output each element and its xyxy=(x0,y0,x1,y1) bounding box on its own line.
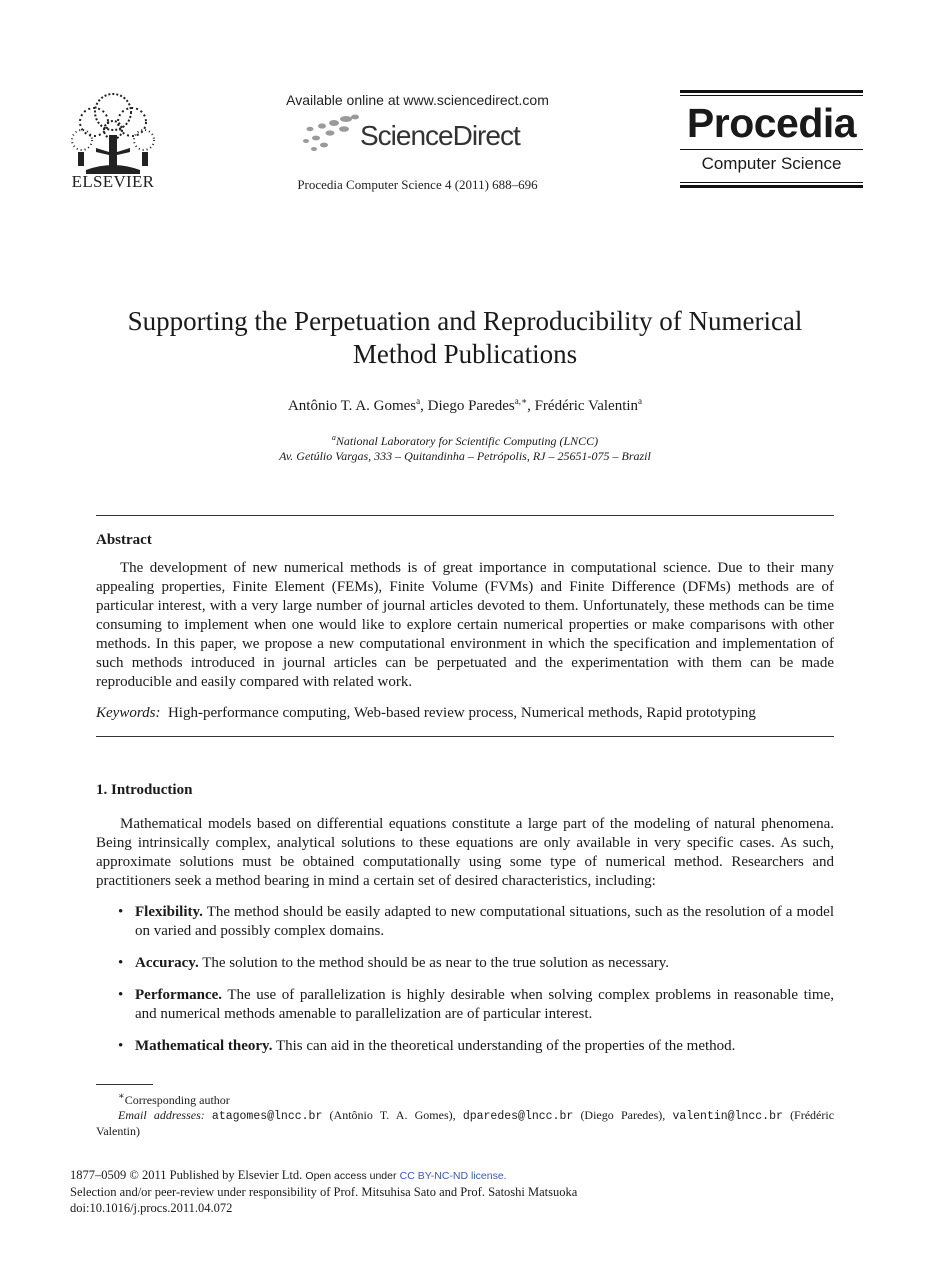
author-name: Antônio T. A. Gomes xyxy=(287,398,417,414)
abstract-bottom-rule xyxy=(96,736,834,737)
title-line-1: Supporting the Perpetuation and Reproducibility of Numerical xyxy=(127,306,803,336)
sciencedirect-dots-icon xyxy=(300,113,362,153)
abstract-top-rule xyxy=(96,515,834,516)
bullet-text: The method should be easily adapted to new computational situations, such as the resolution of a model on varied and possibly complex domains. xyxy=(135,904,834,939)
sciencedirect-wordmark: ScienceDirect xyxy=(360,120,520,151)
copyright-text: 1877–0509 © 2011 Published by Elsevier Ltd. xyxy=(70,1168,303,1182)
corresponding-author-note: Corresponding author xyxy=(124,1093,230,1107)
review-statement: Selection and/or peer-review under responsibility of Prof. Mitsuhisa Sato and Prof. Satoshi Matsuoka xyxy=(70,1185,578,1199)
list-item xyxy=(96,986,834,1024)
abstract-heading: Abstract xyxy=(96,532,152,548)
bullet-icon: • xyxy=(118,1038,124,1054)
footnote-mark: ∗ xyxy=(118,1091,125,1102)
keywords xyxy=(96,704,834,723)
email-label: Email addresses: xyxy=(118,1108,205,1122)
list-item xyxy=(96,903,834,941)
email-link[interactable]: dparedes@lncc.br xyxy=(462,1110,574,1123)
bullet-term: Performance. xyxy=(135,987,223,1003)
keywords-list: High-performance computing, Web-based review process, Numerical methods, Rapid prototyping xyxy=(167,705,756,721)
email-link[interactable]: valentin@lncc.br xyxy=(672,1110,783,1123)
introduction-paragraph: Mathematical models based on differential equations constitute a large part of the modeling of natural phenomena. Being intrinsically complex, analytical solutions to these equations are only available in very specific cases. As such, approximate solutions must be obtained computationally using some type of numerical method. Researchers and practitioners seek a method bearing in mind a certain set of desired characteristics, including: xyxy=(96,816,834,889)
elsevier-wordmark: ELSEVIER xyxy=(71,172,155,191)
bullet-term: Flexibility. xyxy=(135,904,203,920)
affiliation-address: Av. Getúlio Vargas, 333 – Quitandinha – Petrópolis, RJ – 25651-075 – Brazil xyxy=(279,449,651,463)
author-name: Frédéric Valentin xyxy=(534,398,639,414)
doi[interactable]: doi:10.1016/j.procs.2011.04.072 xyxy=(70,1201,233,1215)
affiliation-name: National Laboratory for Scientific Computing (LNCC) xyxy=(335,434,599,448)
available-online-text[interactable]: Available online at www.sciencedirect.com xyxy=(286,92,549,108)
author-mark: a,∗ xyxy=(514,396,528,406)
author-name: Diego Paredes xyxy=(427,398,515,414)
affiliation-mark: a xyxy=(331,433,336,442)
footnote xyxy=(96,1089,834,1139)
author-mark: a xyxy=(416,396,421,406)
email-owner: (Antônio T. A. Gomes), xyxy=(329,1108,456,1122)
procedia-logo xyxy=(680,90,863,190)
bullet-icon: • xyxy=(118,904,124,920)
abstract-text: The development of new numerical methods is of great importance in computational science. Due to their many appealing properties, Finite Element (FEMs), Finite Volume (FVMs) and Finite Difference (DFMs) methods are of particular interest, with a very large number of journal articles devoted to them. Unfortunately, these methods can be time consuming to implement when one would like to explore certain numerical properties or make comparisons with other methods. In this paper, we propose a new computational environment in which the specification and implementation of such methods introduced in journal articles can be perpetuated and the experimentation with them can be made reproducible and easily compared with related work. xyxy=(96,560,834,690)
bullet-term: Mathematical theory. xyxy=(135,1038,273,1054)
procedia-wordmark: Procedia xyxy=(686,100,857,146)
publication-info xyxy=(70,1167,870,1216)
affiliation xyxy=(100,430,830,464)
characteristics-list xyxy=(96,903,834,1069)
email-owner: (Frédéric Valentin) xyxy=(96,1108,835,1138)
paper-title xyxy=(100,305,830,371)
title-line-2: Method Publications xyxy=(352,339,578,369)
list-item xyxy=(96,1037,834,1056)
bullet-icon: • xyxy=(118,955,124,971)
open-access-text: Open access under xyxy=(305,1170,397,1182)
keywords-label: Keywords: xyxy=(96,705,161,721)
procedia-subtitle: Computer Science xyxy=(701,154,842,173)
email-link[interactable]: atagomes@lncc.br xyxy=(211,1110,323,1123)
list-item xyxy=(96,954,834,973)
section-heading-introduction: 1. Introduction xyxy=(96,782,193,798)
bullet-text: This can aid in the theoretical understanding of the properties of the method. xyxy=(275,1038,736,1054)
license-link[interactable]: CC BY-NC-ND license. xyxy=(399,1170,507,1182)
email-owner: (Diego Paredes), xyxy=(580,1108,666,1122)
bullet-icon: • xyxy=(118,987,124,1003)
journal-reference: Procedia Computer Science 4 (2011) 688–696 xyxy=(297,177,538,192)
author-mark: a xyxy=(638,396,643,406)
author-list: Antônio T. A. Gomes$^a$, Diego Paredes$^{a,∗}$, Frédéric Valentin$^a$ xyxy=(287,396,643,414)
bullet-text: The use of parallelization is highly desirable when solving complex problems in reasonable time, and numerical methods amenable to parallelization are of particular interest. xyxy=(135,987,834,1022)
footnote-rule xyxy=(96,1084,153,1085)
bullet-term: Accuracy. xyxy=(135,955,199,971)
bullet-text: The solution to the method should be as near to the true solution as necessary. xyxy=(202,955,670,971)
